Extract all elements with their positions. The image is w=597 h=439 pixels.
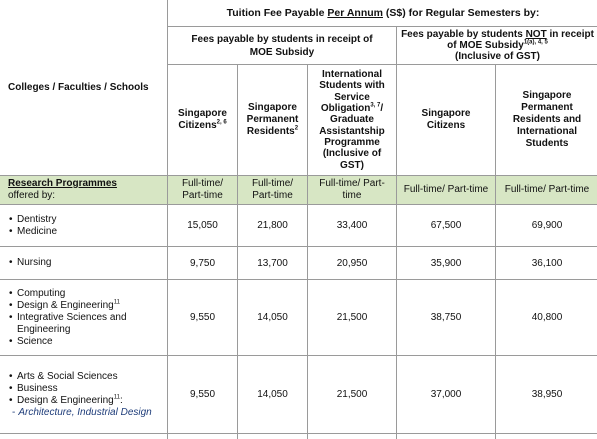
research-programmes-subtitle: offered by: [8,190,56,201]
mode-cell: Full-time/ Part-time [308,176,397,205]
fee-value: 35,900 [397,247,496,280]
faculty-cell [0,247,168,280]
empty-cell [397,434,496,439]
col-sg-citizens [168,65,238,176]
faculty-list [8,288,164,348]
footnote-marker: 11 [113,299,120,306]
list-item [8,257,164,269]
list-item [8,214,164,226]
subsidy-group-header [168,27,397,65]
mode-cell: Full-time/ Part-time [496,176,597,205]
fee-value: 21,500 [308,280,397,356]
fee-value: 14,050 [238,356,308,434]
faculty-name: Medicine [17,225,58,237]
fee-value: 40,800 [496,280,597,356]
main-title-per-annum: Per Annum [327,7,383,19]
table-row [0,280,597,356]
bullet-icon: • [9,287,13,299]
nonsubsidy-pre: Fees payable by students [401,29,526,40]
col-pr-label: Singapore Permanent Residents [246,102,299,137]
col-intl-service [308,65,397,176]
faculty-name: Science [17,335,53,347]
bullet-icon: • [9,257,13,268]
list-item [8,312,164,336]
col-ns-pr-intl [496,65,597,176]
bullet-icon: • [9,382,13,394]
faculty-list [8,371,164,407]
nonsubsidy-group-header [397,27,597,65]
sub-item [8,407,164,419]
list-item [8,226,164,238]
empty-cell [238,434,308,439]
list-item [8,383,164,395]
faculty-cell [0,280,168,356]
empty-cell [308,434,397,439]
research-programmes-cell [0,176,168,205]
col-intl-label: International Students with Service Obligation [319,69,385,115]
fee-value: 20,950 [308,247,397,280]
fee-value: 36,100 [496,247,597,280]
table-row [0,247,597,280]
sub-item-label: Architecture, Industrial Design [18,406,152,418]
faculty-name: Computing [17,287,66,299]
faculty-name: Design & Engineering [17,299,114,311]
table-row-partial [0,434,597,439]
dash-icon: - [12,406,16,418]
faculty-name: Nursing [17,257,52,268]
faculty-name: Integrative Sciences and Engineering [17,311,127,335]
list-item [8,300,164,312]
mode-cell: Full-time/ Part-time [238,176,308,205]
col-pr-footnote: 2 [294,125,299,132]
main-title-pre: Tuition Fee Payable [226,7,328,19]
faculty-cell [0,356,168,434]
colleges-header-label: Colleges / Faculties / Schools [8,82,149,93]
fee-value: 38,950 [496,356,597,434]
faculty-name: Design & Engineering [17,394,114,406]
bullet-icon: • [9,299,13,311]
mode-cell: Full-time/ Part-time [168,176,238,205]
fee-value: 13,700 [238,247,308,280]
faculty-name: Business [17,382,58,394]
empty-cell [168,434,238,439]
bullet-icon: • [9,225,13,237]
bullet-icon: • [9,311,13,323]
list-item [8,371,164,383]
fee-value: 14,050 [238,280,308,356]
bullet-icon: • [9,394,13,406]
footnote-marker: 11 [113,394,120,401]
fee-value: 38,750 [397,280,496,356]
col-sg-label: Singapore Citizens [178,108,227,131]
fee-value: 9,550 [168,356,238,434]
col-sg-footnote: 2, 6 [216,119,227,126]
fee-value: 37,000 [397,356,496,434]
item-suffix: : [119,394,123,406]
list-item [8,336,164,348]
fee-value: 15,050 [168,205,238,247]
col-sg-pr [238,65,308,176]
nonsubsidy-not: NOT [525,29,547,40]
research-programmes-title: Research Programmes [8,178,117,189]
faculty-cell [0,205,168,247]
fee-value: 67,500 [397,205,496,247]
bullet-icon: • [9,370,13,382]
nonsubsidy-footnote: 1(a), 4, 5 [523,39,548,46]
fee-value: 69,900 [496,205,597,247]
bullet-icon: • [9,335,13,347]
list-item [8,395,164,407]
fee-value: 33,400 [308,205,397,247]
bullet-icon: • [9,213,13,225]
col-intl-post: / Graduate Assistantship Programme (Inclusive of GST) [319,103,385,171]
main-title-post: (S$) for Regular Semesters by: [382,7,540,19]
col-ns-sg-label: Singapore Citizens [421,108,471,131]
faculty-name: Arts & Social Sciences [17,370,118,382]
research-programmes-row [0,176,597,205]
fee-value: 21,500 [308,356,397,434]
subsidy-group-label: Fees payable by students in receipt of MOE Subsidy [191,33,373,58]
col-intl-footnote: 3, 7 [370,102,381,109]
col-ns-pr-label: Singapore Permanent Residents and International Students [512,90,582,149]
faculty-name: Dentistry [17,213,57,225]
fee-value: 9,750 [168,247,238,280]
fee-value: 21,800 [238,205,308,247]
table-row [0,205,597,247]
colleges-header [0,0,168,176]
col-ns-sg-citizens [397,65,496,176]
list-item [8,288,164,300]
nonsubsidy-mid: in receipt of MOE Subsidy [447,29,594,51]
empty-cell [0,434,168,439]
table-row [0,356,597,434]
nonsubsidy-post: (Inclusive of GST) [454,51,540,62]
faculty-list [8,257,164,269]
faculty-list [8,214,164,238]
main-title [168,0,597,27]
empty-cell [496,434,597,439]
fee-value: 9,550 [168,280,238,356]
mode-cell: Full-time/ Part-time [397,176,496,205]
